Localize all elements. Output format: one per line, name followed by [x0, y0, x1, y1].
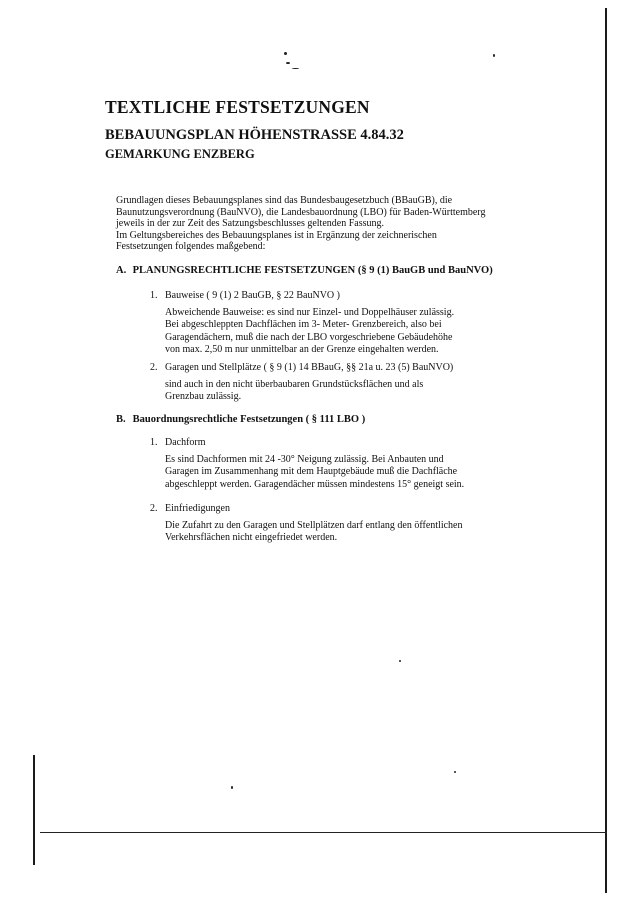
item-line: Garagen im Zusammenhang mit dem Hauptgebäude muß die Dachfläche — [165, 466, 458, 478]
scan-edge-left — [33, 755, 35, 865]
item-number: 2. — [150, 503, 158, 514]
section-a-item-1 — [150, 290, 530, 356]
item-body — [165, 379, 530, 403]
item-line: sind auch in den nicht überbaubaren Grundstücksflächen und als — [165, 379, 424, 391]
intro-line: jeweils in der zur Zeit des Satzungsbeschlusses geltenden Fassung. — [116, 218, 384, 230]
item-line: Verkehrsflächen nicht eingefriedet werden. — [165, 532, 338, 544]
item-line: von max. 2,50 m nur unmittelbar an der Grenze eingehalten werden. — [165, 343, 439, 355]
item-body — [165, 307, 530, 356]
scan-speck — [493, 54, 495, 57]
item-heading: Einfriedigungen — [165, 503, 230, 514]
intro-paragraph — [116, 195, 556, 253]
item-line: Bei abgeschleppten Dachflächen im 3- Meter- Grenzbereich, also bei — [165, 319, 442, 331]
intro-line: Grundlagen dieses Bebauungsplanes sind das Bundesbaugesetzbuch (BBauGB), die — [116, 195, 453, 206]
intro-line: Baunutzungsverordnung (BauNVO), die Landesbauordnung (LBO) für Baden-Württemberg — [116, 206, 486, 218]
item-line: Grenzbau zulässig. — [165, 391, 242, 403]
scan-speck — [231, 786, 233, 789]
item-line: Garagendächern, muß die nach der LBO vorgeschriebene Gebäudehöhe — [165, 331, 453, 343]
item-number: 1. — [150, 437, 158, 448]
plan-subtitle: BEBAUUNGSPLAN HÖHENSTRASSE 4.84.32 — [105, 127, 404, 143]
item-body — [165, 520, 530, 544]
scan-edge-bottom — [40, 832, 607, 833]
section-b-item-2 — [150, 503, 530, 545]
intro-line: Im Geltungsbereiches des Bebauungsplanes ist in Ergänzung der zeichnerischen — [116, 229, 437, 241]
item-heading: Bauweise ( 9 (1) 2 BauGB, § 22 BauNVO ) — [165, 290, 340, 301]
district-subtitle: GEMARKUNG ENZBERG — [105, 147, 255, 161]
item-number: 2. — [150, 362, 158, 373]
section-a-item-2 — [150, 362, 530, 404]
item-line: Es sind Dachformen mit 24 -30° Neigung zulässig. Bei Anbauten und — [165, 454, 444, 466]
item-heading: Garagen und Stellplätze ( § 9 (1) 14 BBauG, §§ 21a u. 23 (5) BauNVO) — [165, 362, 454, 373]
section-b-heading — [116, 414, 365, 425]
item-heading: Dachform — [165, 437, 206, 448]
section-heading-text: Bauordnungsrechtliche Festsetzungen ( § 111 LBO ) — [132, 414, 366, 425]
scan-speck — [454, 771, 456, 773]
scan-speck — [292, 68, 299, 69]
item-line: Abweichende Bauweise: es sind nur Einzel- und Doppelhäuser zulässig. — [165, 307, 455, 319]
item-body — [165, 454, 530, 491]
document-title: TEXTLICHE FESTSETZUNGEN — [105, 97, 370, 117]
scan-edge-right — [605, 8, 607, 893]
section-heading-text: PLANUNGSRECHTLICHE FESTSETZUNGEN (§ 9 (1) BauGB und BauNVO) — [132, 265, 493, 276]
scan-speck — [286, 62, 290, 64]
section-b-item-1 — [150, 437, 530, 491]
scan-speck — [284, 52, 287, 55]
section-letter: A. — [116, 265, 127, 276]
item-line: abgeschleppt werden. Garagendächer müssen mindestens 15° geneigt sein. — [165, 478, 465, 490]
item-line: Die Zufahrt zu den Garagen und Stellplätzen darf entlang den öffentlichen — [165, 520, 463, 532]
item-number: 1. — [150, 290, 158, 301]
section-a-heading — [116, 265, 493, 276]
intro-line: Festsetzungen folgendes maßgebend: — [116, 241, 266, 253]
scan-speck — [399, 660, 401, 662]
section-letter: B. — [116, 414, 126, 425]
